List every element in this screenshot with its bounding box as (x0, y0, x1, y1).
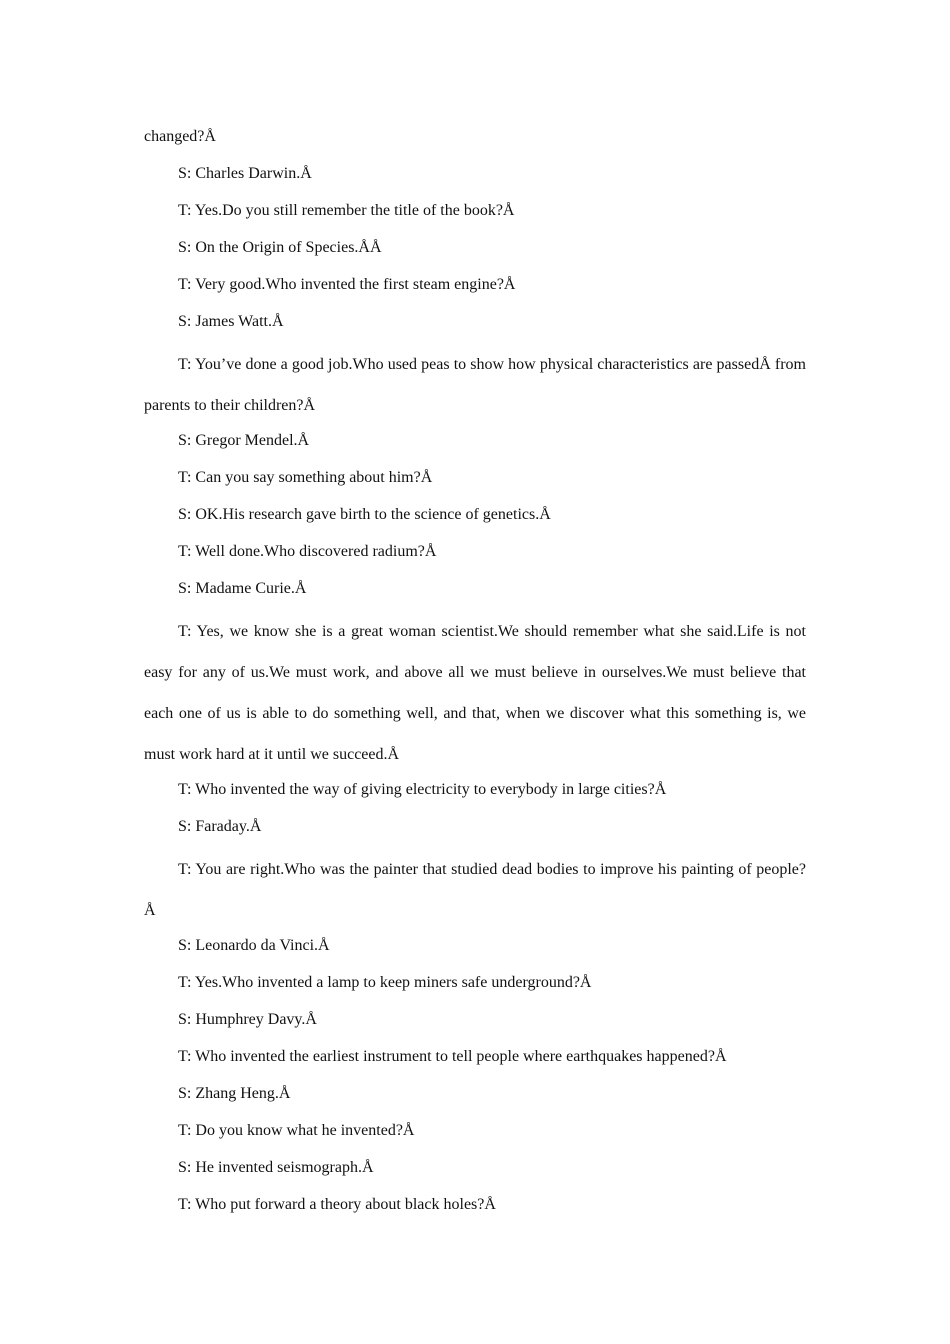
paragraph-20: T: Who invented the earliest instrument to tell people where earthquakes happened?Å (178, 1048, 727, 1065)
paragraph-17: S: Leonardo da Vinci.Å (178, 937, 330, 954)
paragraph-15: S: Faraday.Å (178, 818, 262, 835)
paragraph-22: T: Do you know what he invented?Å (178, 1122, 415, 1139)
paragraph-3: T: Yes.Do you still remember the title of the book?Å (178, 202, 515, 219)
paragraph-10: S: OK.His research gave birth to the science of genetics.Å (178, 506, 551, 523)
paragraph-2: S: Charles Darwin.Å (178, 165, 312, 182)
paragraph-11: T: Well done.Who discovered radium?Å (178, 543, 437, 560)
paragraph-16: T: You are right.Who was the painter that studied dead bodies to improve his painting of people?Å (144, 861, 806, 919)
paragraph-6: S: James Watt.Å (178, 313, 284, 330)
paragraph-18: T: Yes.Who invented a lamp to keep miners safe underground?Å (178, 974, 592, 991)
paragraph-19: S: Humphrey Davy.Å (178, 1011, 317, 1028)
paragraph-13: T: Yes, we know she is a great woman scientist.We should remember what she said.Life is not easy for any of us.We must work, and above all we must believe in ourselves.We must believe that each one of us is able to do something well, and that, when we discover what this something is, we must work hard at it until we succeed.Å (144, 623, 806, 763)
paragraph-7: T: You’ve done a good job.Who used peas to show how physical characteristics are passedÅ from parents to their children?Å (144, 356, 806, 414)
paragraph-12: S: Madame Curie.Å (178, 580, 307, 597)
paragraph-24: T: Who put forward a theory about black holes?Å (178, 1196, 496, 1213)
paragraph-4: S: On the Origin of Species.ÅÅ (178, 239, 382, 256)
paragraph-1: changed?Å (144, 128, 216, 145)
paragraph-8: S: Gregor Mendel.Å (178, 432, 310, 449)
paragraph-23: S: He invented seismograph.Å (178, 1159, 374, 1176)
paragraph-21: S: Zhang Heng.Å (178, 1085, 291, 1102)
paragraph-14: T: Who invented the way of giving electricity to everybody in large cities?Å (178, 781, 667, 798)
paragraph-9: T: Can you say something about him?Å (178, 469, 433, 486)
document-body (144, 122, 806, 1227)
paragraph-5: T: Very good.Who invented the first steam engine?Å (178, 276, 516, 293)
